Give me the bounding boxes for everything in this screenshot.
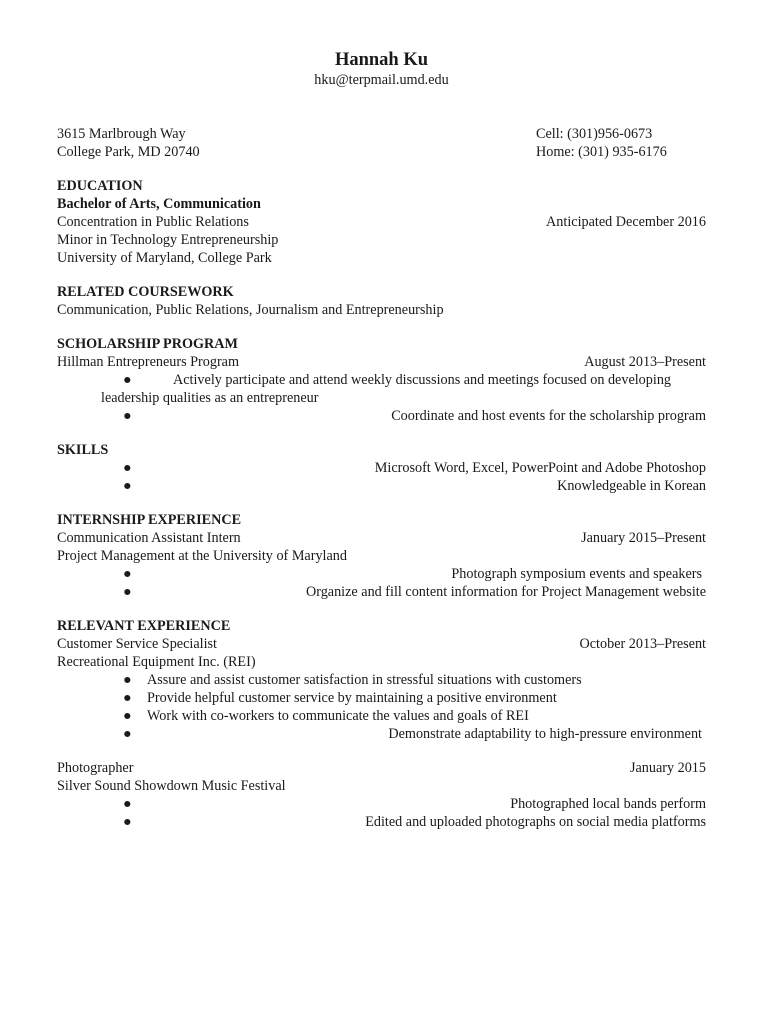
bullet-icon: ● — [123, 584, 132, 600]
bullet-item — [57, 671, 706, 689]
bullet-icon: ● — [123, 408, 132, 424]
bullet-item — [57, 795, 706, 813]
cell-phone: Cell: (301)956-0673 — [536, 126, 653, 142]
scholarship-program: Hillman Entrepreneurs Program — [57, 354, 240, 370]
bullet-text-continued: leadership qualities as an entrepreneur — [101, 390, 319, 406]
scholarship-row — [57, 353, 706, 371]
bullet-icon: ● — [123, 708, 132, 724]
resume-name: Hannah Ku — [334, 50, 429, 70]
job2-row — [57, 759, 706, 777]
internship-row — [57, 529, 706, 547]
scholarship-date: August 2013–Present — [584, 354, 706, 370]
job1-title: Customer Service Specialist — [57, 636, 217, 652]
internship-org: Project Management at the University of Maryland — [57, 548, 347, 564]
bullet-text: Edited and uploaded photographs on social media platforms — [365, 814, 706, 830]
contact-row-1 — [57, 125, 706, 143]
contact-row-2 — [57, 143, 706, 161]
home-phone: Home: (301) 935-6176 — [536, 144, 667, 160]
education-date: Anticipated December 2016 — [546, 214, 706, 230]
job2-org: Silver Sound Showdown Music Festival — [57, 778, 286, 794]
bullet-item — [57, 565, 706, 583]
bullet-item — [57, 725, 706, 743]
address-line-2: College Park, MD 20740 — [57, 144, 200, 160]
bullet-icon: ● — [123, 478, 132, 494]
job1-row — [57, 635, 706, 653]
bullet-text: Actively participate and attend weekly discussions and meetings focused on developing — [173, 372, 672, 388]
bullet-icon: ● — [123, 726, 132, 742]
bullet-icon: ● — [123, 372, 132, 388]
bullet-icon: ● — [123, 814, 132, 830]
bullet-text: Knowledgeable in Korean — [557, 478, 706, 494]
job2-date: January 2015 — [629, 760, 706, 776]
bullet-text: Work with co-workers to communicate the values and goals of REI — [147, 708, 529, 724]
bullet-icon: ● — [123, 690, 132, 706]
scholarship-heading: SCHOLARSHIP PROGRAM — [57, 336, 238, 352]
bullet-item — [57, 689, 706, 707]
bullet-item — [57, 477, 706, 495]
bullet-text: Coordinate and host events for the scholarship program — [391, 408, 706, 424]
bullet-text: Photographed local bands perform — [510, 796, 706, 812]
internship-title: Communication Assistant Intern — [57, 530, 241, 546]
coursework-heading: RELATED COURSEWORK — [57, 284, 234, 300]
education-heading: EDUCATION — [57, 178, 143, 194]
bullet-text: Demonstrate adaptability to high-pressure environment — [388, 726, 702, 742]
job1-date: October 2013–Present — [579, 636, 706, 652]
bullet-item — [57, 813, 706, 831]
bullet-icon: ● — [123, 566, 132, 582]
job2-title: Photographer — [57, 760, 134, 776]
concentration-row — [57, 213, 706, 231]
internship-heading: INTERNSHIP EXPERIENCE — [57, 512, 242, 528]
bullet-icon: ● — [123, 672, 132, 688]
bullet-text: Organize and fill content information for Project Management website — [305, 584, 706, 600]
bullet-text: Microsoft Word, Excel, PowerPoint and Adobe Photoshop — [374, 460, 706, 476]
concentration: Concentration in Public Relations — [57, 214, 249, 230]
bullet-icon: ● — [123, 796, 132, 812]
degree: Bachelor of Arts, Communication — [57, 196, 261, 212]
job1-org: Recreational Equipment Inc. (REI) — [57, 654, 256, 670]
bullet-item — [57, 583, 706, 601]
internship-date: January 2015–Present — [581, 530, 706, 546]
bullet-text: Photograph symposium events and speakers — [451, 566, 702, 582]
address-line-1: 3615 Marlbrough Way — [57, 126, 186, 142]
bullet-item — [57, 707, 706, 725]
resume-page — [57, 49, 706, 831]
coursework-text: Communication, Public Relations, Journalism and Entrepreneurship — [57, 302, 444, 318]
minor: Minor in Technology Entrepreneurship — [57, 232, 279, 248]
bullet-item — [57, 407, 706, 425]
school: University of Maryland, College Park — [57, 250, 272, 266]
relevant-heading: RELEVANT EXPERIENCE — [57, 618, 231, 634]
bullet-text: Provide helpful customer service by maintaining a positive environment — [147, 690, 557, 706]
bullet-text: Assure and assist customer satisfaction in stressful situations with customers — [147, 672, 582, 688]
bullet-item — [57, 371, 706, 407]
skills-heading: SKILLS — [57, 442, 109, 458]
bullet-icon: ● — [123, 460, 132, 476]
bullet-item — [57, 459, 706, 477]
resume-email: hku@terpmail.umd.edu — [314, 72, 449, 88]
